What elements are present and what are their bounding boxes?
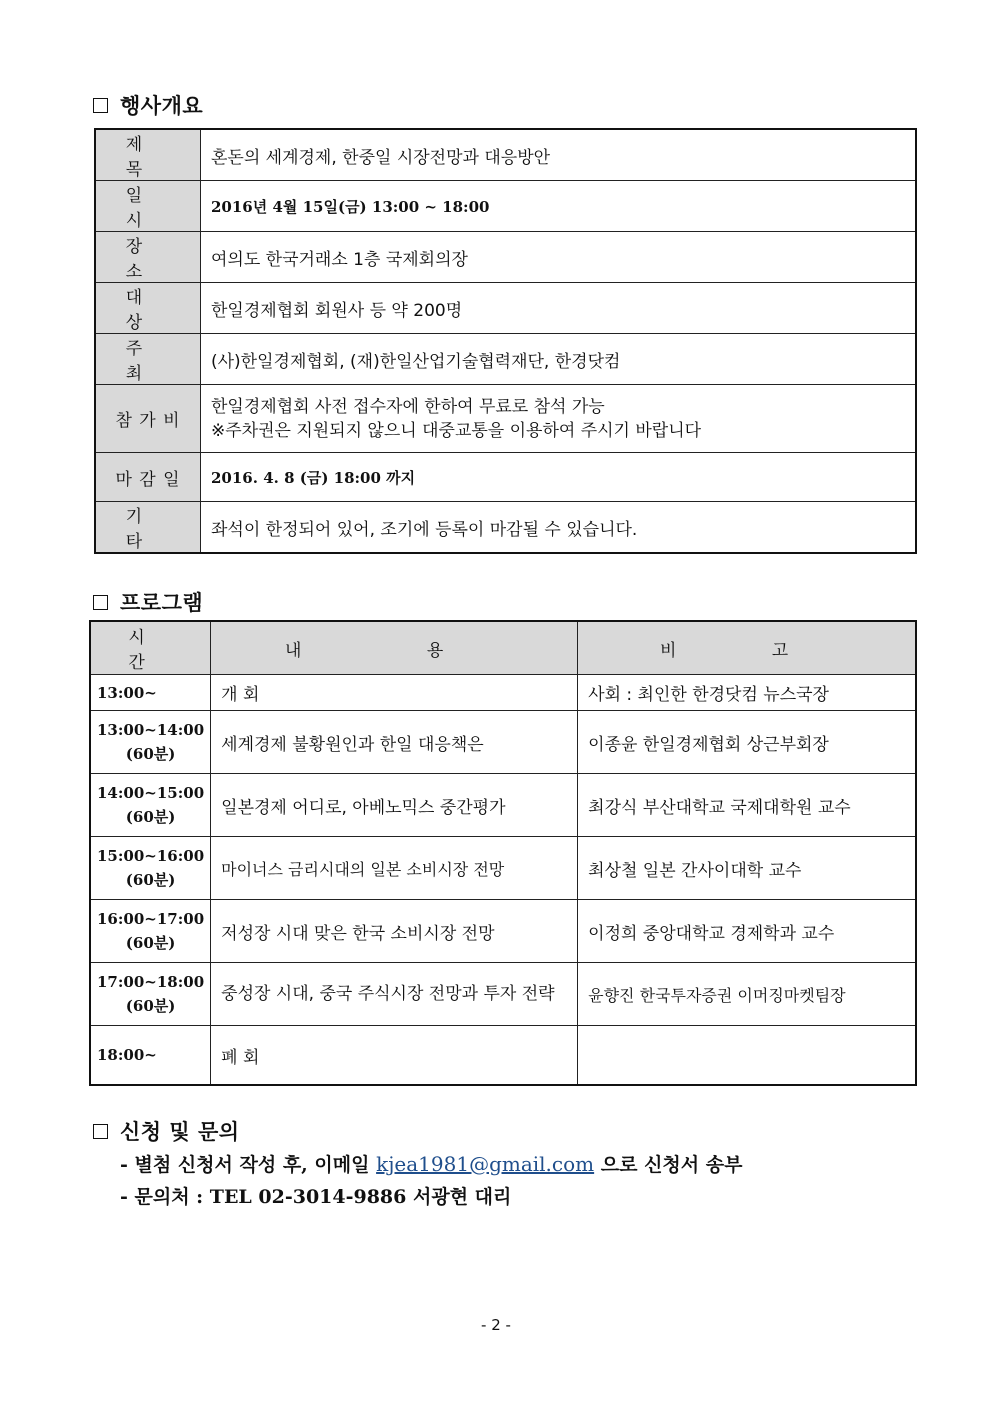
overview-value <box>201 385 917 453</box>
program-row <box>90 837 916 900</box>
program-time: 13:00~ <box>90 675 211 711</box>
program-row <box>90 900 916 963</box>
program-note: 최강식 부산대학교 국제대학원 교수 <box>578 774 916 837</box>
apply-title-text: 신청 및 문의 <box>120 1120 240 1144</box>
overview-label: 대 상 <box>95 283 201 334</box>
checkbox-square-icon <box>93 1124 108 1139</box>
apply-section-title <box>93 1116 240 1146</box>
email-link[interactable]: kjea1981@gmail.com <box>376 1152 595 1176</box>
header-note: 비 고 <box>578 621 916 675</box>
program-time: 16:00~17:00 (60분) <box>90 900 211 963</box>
program-row <box>90 963 916 1026</box>
overview-value: 2016년 4월 15일(금) 13:00 ~ 18:00 <box>201 181 917 232</box>
overview-value: (사)한일경제협회, (재)한일산업기술협력재단, 한경닷컴 <box>201 334 917 385</box>
page-number: - 2 - <box>481 1316 511 1334</box>
overview-row <box>95 283 916 334</box>
overview-value: 한일경제협회 회원사 등 약 200명 <box>201 283 917 334</box>
overview-label: 일 시 <box>95 181 201 232</box>
overview-label: 주 최 <box>95 334 201 385</box>
program-note: 이정희 중앙대학교 경제학과 교수 <box>578 900 916 963</box>
program-note: 윤향진 한국투자증권 이머징마켓팀장 <box>578 963 916 1026</box>
program-title-text: 프로그램 <box>120 591 204 615</box>
header-content: 내 용 <box>211 621 578 675</box>
header-time: 시 간 <box>90 621 211 675</box>
overview-value: 여의도 한국거래소 1층 국제회의장 <box>201 232 917 283</box>
program-table <box>89 620 917 1086</box>
overview-row <box>95 129 916 181</box>
fee-line: 한일경제협회 사전 접수자에 한하여 무료로 참석 가능 <box>211 396 605 417</box>
overview-value: 좌석이 한정되어 있어, 조기에 등록이 마감될 수 있습니다. <box>201 502 917 554</box>
apply-line1-prefix: - 별첨 신청서 작성 후, 이메일 <box>120 1154 377 1176</box>
program-time: 15:00~16:00 (60분) <box>90 837 211 900</box>
apply-line1-suffix: 으로 신청서 송부 <box>594 1154 743 1176</box>
program-row <box>90 1026 916 1086</box>
program-time: 14:00~15:00 (60분) <box>90 774 211 837</box>
program-time: 17:00~18:00 (60분) <box>90 963 211 1026</box>
apply-line-contact: - 문의처 : TEL 02-3014-9886 서광현 대리 <box>120 1186 512 1208</box>
apply-line-email <box>120 1150 742 1177</box>
overview-label: 제 목 <box>95 129 201 181</box>
program-row <box>90 675 916 711</box>
checkbox-square-icon <box>93 98 108 113</box>
program-content: 저성장 시대 맞은 한국 소비시장 전망 <box>211 900 578 963</box>
program-row <box>90 774 916 837</box>
overview-label: 기 타 <box>95 502 201 554</box>
checkbox-square-icon <box>93 595 108 610</box>
program-row <box>90 711 916 774</box>
program-header-row <box>90 621 916 675</box>
program-content: 폐 회 <box>211 1026 578 1086</box>
overview-row <box>95 453 916 502</box>
program-content: 중성장 시대, 중국 주식시장 전망과 투자 전략 <box>211 963 578 1026</box>
program-time: 18:00~ <box>90 1026 211 1086</box>
parking-note: ※주차권은 지원되지 않으니 대중교통을 이용하여 주시기 바랍니다 <box>211 420 702 441</box>
overview-label: 장 소 <box>95 232 201 283</box>
program-note: 사회 : 최인한 한경닷컴 뉴스국장 <box>578 675 916 711</box>
overview-row <box>95 502 916 554</box>
program-note <box>578 1026 916 1086</box>
overview-row <box>95 232 916 283</box>
overview-row <box>95 385 916 453</box>
overview-title-text: 행사개요 <box>120 94 204 118</box>
program-content: 일본경제 어디로, 아베노믹스 중간평가 <box>211 774 578 837</box>
program-time: 13:00~14:00 (60분) <box>90 711 211 774</box>
program-section-title <box>93 587 203 617</box>
overview-label: 마 감 일 <box>95 453 201 502</box>
overview-label: 참 가 비 <box>95 385 201 453</box>
overview-row <box>95 334 916 385</box>
program-content: 개 회 <box>211 675 578 711</box>
overview-section-title <box>93 90 203 120</box>
program-note: 이종윤 한일경제협회 상근부회장 <box>578 711 916 774</box>
overview-value: 혼돈의 세계경제, 한중일 시장전망과 대응방안 <box>201 129 917 181</box>
overview-value: 2016. 4. 8 (금) 18:00 까지 <box>201 453 917 502</box>
program-note: 최상철 일본 간사이대학 교수 <box>578 837 916 900</box>
program-content: 마이너스 금리시대의 일본 소비시장 전망 <box>211 837 578 900</box>
program-content: 세계경제 불황원인과 한일 대응책은 <box>211 711 578 774</box>
overview-table <box>94 128 917 554</box>
overview-row <box>95 181 916 232</box>
